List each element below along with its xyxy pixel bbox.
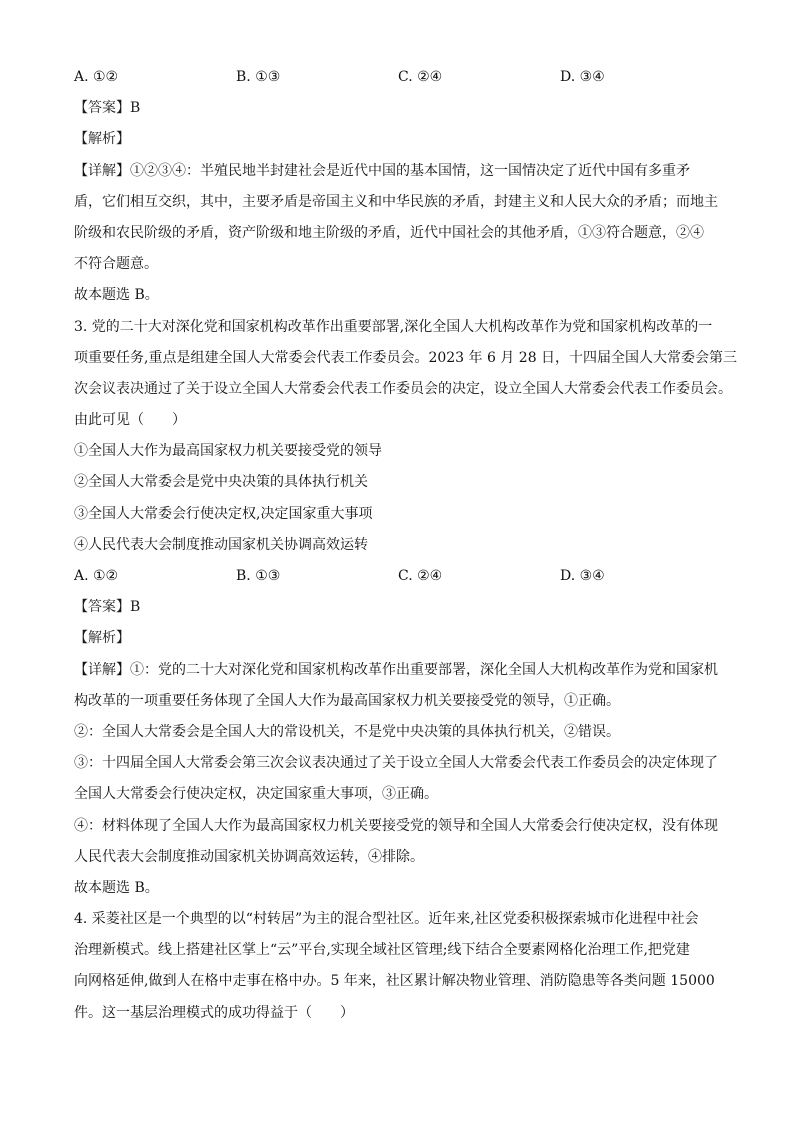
document-page <box>74 62 738 1029</box>
q3-stem-line: 由此可见（ ） <box>74 412 186 429</box>
q3-stem-line: 次会议表决通过了关于设立全国人大常委会代表工作委员会的决定，设立全国人大常委会代表工作委员会。 <box>74 380 732 397</box>
q2-analysis-heading: 【解析】 <box>74 131 130 148</box>
q3-detail-line: 人民代表大会制度推动国家机关协调高效运转，④排除。 <box>74 848 424 865</box>
q2-detail-line: 【详解】①②③④：半殖民地半封建社会是近代中国的基本国情，这一国情决定了近代中国有多重矛 <box>74 162 690 179</box>
q3-detail-line: ④：材料体现了全国人大作为最高国家权力机关要接受党的领导和全国人大常委会行使决定权，没有体现 <box>74 817 718 834</box>
q3-answer: 【答案】B <box>74 599 141 616</box>
q3-statement: ②全国人大常委会是党中央决策的具体执行机关 <box>74 474 368 491</box>
q3-detail-line: 构改革的一项重要任务体现了全国人大作为最高国家权力机关要接受党的领导，①正确。 <box>74 692 620 709</box>
q3-options <box>74 561 724 592</box>
q3-statement: ④人民代表大会制度推动国家机关协调高效运转 <box>74 536 368 553</box>
q3-stem-line: 项重要任务,重点是组建全国人大常委会代表工作委员会。2023 年 6 月 28 日，十四届全国人大常委会第三 <box>74 349 738 366</box>
q3-option-b: B. ①③ <box>236 568 281 584</box>
q4-stem-line: 4. 采菱社区是一个典型的以“村转居”为主的混合型社区。近年来,社区党委积极探索城市化进程中社会 <box>74 911 699 928</box>
q2-detail-line: 不符合题意。 <box>74 256 158 273</box>
q3-option-d: D. ③④ <box>560 568 605 584</box>
q3-detail-line: 【详解】①：党的二十大对深化党和国家机构改革作出重要部署，深化全国人大机构改革作为党和国家机 <box>74 661 718 678</box>
q3-option-c: C. ②④ <box>398 568 443 584</box>
q3-stem-line: 3. 党的二十大对深化党和国家机构改革作出重要部署,深化全国人大机构改革作为党和国家机构改革的一 <box>74 318 713 335</box>
q4-stem-line: 治理新模式。线上搭建社区掌上“云”平台,实现全域社区管理;线下结合全要素网格化治理工作,把党建 <box>74 942 690 959</box>
q3-detail-line: ②：全国人大常委会是全国人大的常设机关，不是党中央决策的具体执行机关，②错误。 <box>74 723 620 740</box>
q3-option-a: A. ①② <box>74 568 119 584</box>
q4-stem-line: 件。这一基层治理模式的成功得益于（ ） <box>74 1004 354 1021</box>
q3-detail-line: 全国人大常委会行使决定权，决定国家重大事项，③正确。 <box>74 786 438 803</box>
q3-statement: ①全国人大作为最高国家权力机关要接受党的领导 <box>74 443 382 460</box>
q2-option-b: B. ①③ <box>236 69 281 85</box>
q2-option-d: D. ③④ <box>560 69 605 85</box>
q3-conclusion: 故本题选 B。 <box>74 879 159 896</box>
q2-options <box>74 62 724 93</box>
q2-conclusion: 故本题选 B。 <box>74 287 159 304</box>
q3-detail-line: ③：十四届全国人大常委会第三次会议表决通过了关于设立全国人大常委会代表工作委员会的决定体现了 <box>74 755 718 772</box>
q4-stem-line: 向网格延伸,做到人在格中走事在格中办。5 年来，社区累计解决物业管理、消防隐患等各类问题 15000 <box>74 973 715 990</box>
q2-option-a: A. ①② <box>74 69 119 85</box>
q3-analysis-heading: 【解析】 <box>74 630 130 647</box>
q2-option-c: C. ②④ <box>398 69 443 85</box>
q3-statement: ③全国人大常委会行使决定权,决定国家重大事项 <box>74 505 373 522</box>
q2-detail-line: 阶级和农民阶级的矛盾，资产阶级和地主阶级的矛盾，近代中国社会的其他矛盾，①③符合题意，②④ <box>74 224 704 241</box>
q2-detail-line: 盾，它们相互交织，其中，主要矛盾是帝国主义和中华民族的矛盾，封建主义和人民大众的矛盾；而地主 <box>74 193 718 210</box>
q2-answer: 【答案】B <box>74 100 141 117</box>
